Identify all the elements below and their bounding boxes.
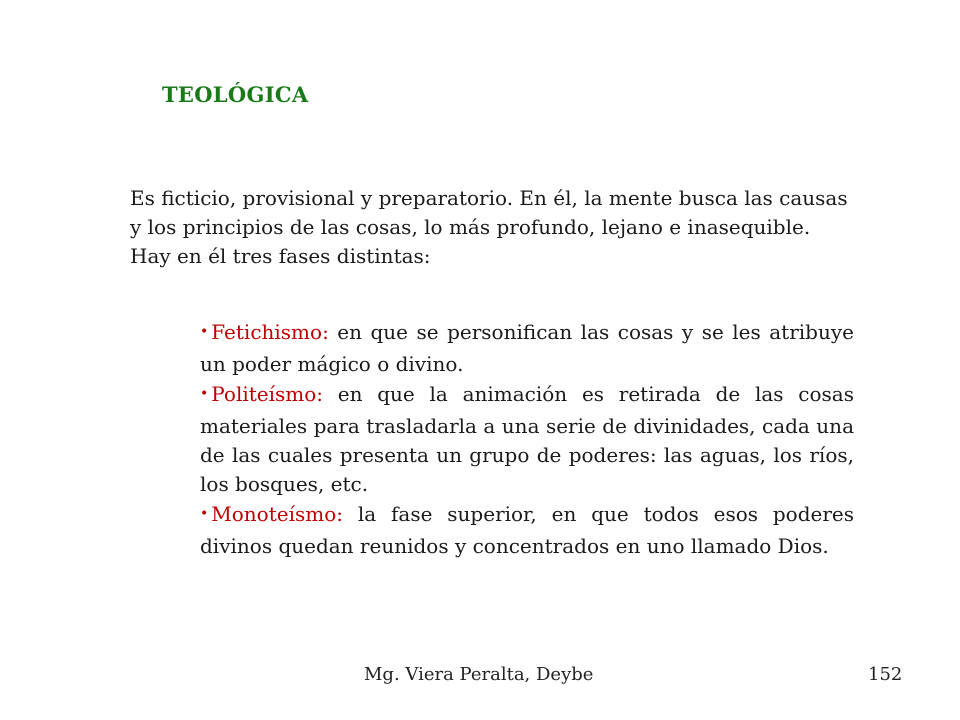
phase-text: la fase superior, en que todos esos poderes divinos quedan reunidos y concentrados en uno llamado Dios. xyxy=(200,502,854,558)
phase-term: Monoteísmo: xyxy=(211,502,343,526)
phase-text: en que se personifican las cosas y se les atribuye un poder mágico o divino. xyxy=(200,320,854,376)
bullet-icon: • xyxy=(200,386,209,402)
phase-term: Politeísmo: xyxy=(211,382,324,406)
phases-list xyxy=(200,318,854,562)
bullet-icon: • xyxy=(200,506,209,522)
list-item-politeismo xyxy=(200,380,854,499)
list-item-fetichismo xyxy=(200,318,854,379)
slide-heading: TEOLÓGICA xyxy=(162,82,309,107)
intro-paragraph: Es ficticio, provisional y preparatorio. En él, la mente busca las causas y los principios de las cosas, lo más profundo, lejano e inasequible. Hay en él tres fases distintas: xyxy=(130,186,848,268)
footer-author: Mg. Viera Peralta, Deybe xyxy=(364,664,594,685)
phase-term: Fetichismo: xyxy=(211,320,329,344)
phase-text: en que la animación es retirada de las cosas materiales para trasladarla a una serie de divinidades, cada una de las cuales presenta un grupo de poderes: las aguas, los ríos, los bosques, etc. xyxy=(200,382,854,496)
bullet-icon: • xyxy=(200,324,209,340)
list-item-monoteismo xyxy=(200,500,854,561)
page-number: 152 xyxy=(868,664,903,685)
